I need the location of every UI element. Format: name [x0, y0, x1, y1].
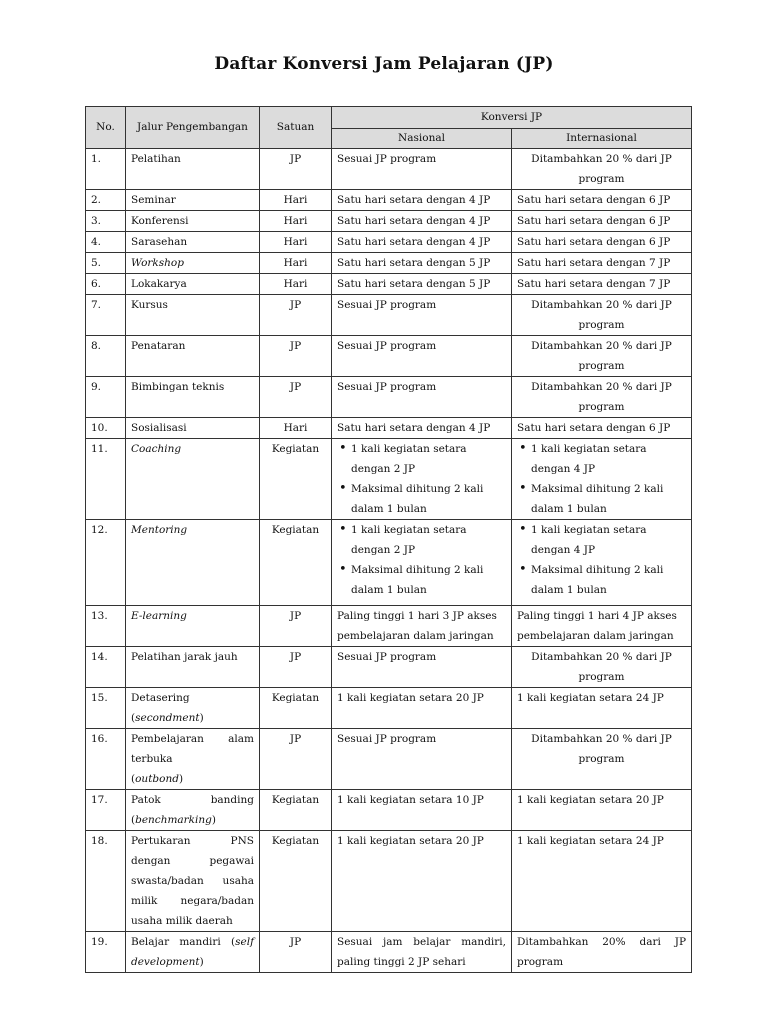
bullet-item: • Maksimal dihitung 2 kali dalam 1 bulan — [531, 479, 686, 519]
header-nasional: Nasional — [332, 129, 512, 149]
row-nasional — [332, 439, 512, 520]
bullet-item: • Maksimal dihitung 2 kali dalam 1 bulan — [351, 560, 506, 600]
row-jalur: Penataran — [126, 336, 260, 377]
row-jalur: Pertukaran PNS dengan pegawai swasta/badan usaha milik negara/badan usaha milik daerah — [126, 831, 260, 932]
row-jalur: Konferensi — [126, 211, 260, 232]
table-row — [86, 606, 692, 647]
header-no: No. — [86, 107, 126, 149]
row-jalur: Mentoring — [126, 520, 260, 606]
table-row — [86, 190, 692, 211]
row-nasional: Satu hari setara dengan 5 JP — [332, 274, 512, 295]
row-jalur: Belajar mandiri (self development) — [126, 932, 260, 973]
header-jalur: Jalur Pengembangan — [126, 107, 260, 149]
row-internasional: 1 kali kegiatan setara 20 JP — [512, 790, 692, 831]
header-internasional: Internasional — [512, 129, 692, 149]
row-no: 9. — [86, 377, 126, 418]
bullet-item: • 1 kali kegiatan setara dengan 4 JP — [531, 520, 686, 560]
row-no: 14. — [86, 647, 126, 688]
row-satuan: Hari — [260, 274, 332, 295]
table-row — [86, 274, 692, 295]
row-satuan: Hari — [260, 253, 332, 274]
row-no: 18. — [86, 831, 126, 932]
row-internasional: Ditambahkan 20 % dari JP program — [512, 647, 692, 688]
table-row — [86, 729, 692, 790]
row-satuan: Hari — [260, 190, 332, 211]
row-jalur: E-learning — [126, 606, 260, 647]
bullet-item: • 1 kali kegiatan setara dengan 2 JP — [351, 520, 506, 560]
row-no: 3. — [86, 211, 126, 232]
row-jalur: Patok banding (benchmarking) — [126, 790, 260, 831]
row-nasional: Paling tinggi 1 hari 3 JP akses pembelajaran dalam jaringan — [332, 606, 512, 647]
row-jalur: Workshop — [126, 253, 260, 274]
row-no: 10. — [86, 418, 126, 439]
row-no: 7. — [86, 295, 126, 336]
page-title: Daftar Konversi Jam Pelajaran (JP) — [214, 54, 554, 74]
row-internasional: Ditambahkan 20 % dari JP program — [512, 295, 692, 336]
jalur-paren: self development — [131, 936, 254, 968]
table-row — [86, 790, 692, 831]
table-row — [86, 232, 692, 253]
row-no: 4. — [86, 232, 126, 253]
row-no: 11. — [86, 439, 126, 520]
jalur-paren: outbond — [135, 773, 179, 785]
row-no: 19. — [86, 932, 126, 973]
row-nasional: 1 kali kegiatan setara 20 JP — [332, 831, 512, 932]
row-nasional: Satu hari setara dengan 4 JP — [332, 190, 512, 211]
row-satuan: JP — [260, 377, 332, 418]
table-row — [86, 211, 692, 232]
row-jalur: Lokakarya — [126, 274, 260, 295]
table-row — [86, 377, 692, 418]
row-internasional: Ditambahkan 20 % dari JP program — [512, 729, 692, 790]
table-row — [86, 336, 692, 377]
row-satuan: Kegiatan — [260, 831, 332, 932]
bullet-item: • 1 kali kegiatan setara dengan 4 JP — [531, 439, 686, 479]
row-internasional: Satu hari setara dengan 7 JP — [512, 274, 692, 295]
row-internasional: Satu hari setara dengan 6 JP — [512, 232, 692, 253]
jalur-name: Patok banding — [131, 794, 254, 806]
row-internasional: Ditambahkan 20 % dari JP program — [512, 377, 692, 418]
table-row — [86, 418, 692, 439]
row-no: 13. — [86, 606, 126, 647]
row-satuan: JP — [260, 729, 332, 790]
row-nasional: Sesuai JP program — [332, 729, 512, 790]
row-no: 2. — [86, 190, 126, 211]
row-no: 8. — [86, 336, 126, 377]
row-no: 15. — [86, 688, 126, 729]
jalur-paren: benchmarking — [135, 814, 212, 826]
row-internasional: Satu hari setara dengan 7 JP — [512, 253, 692, 274]
row-internasional — [512, 439, 692, 520]
conversion-table — [85, 106, 692, 973]
row-satuan: Hari — [260, 418, 332, 439]
row-jalur: Pembelajaran alam terbuka (outbond) — [126, 729, 260, 790]
row-jalur: Seminar — [126, 190, 260, 211]
row-internasional: Satu hari setara dengan 6 JP — [512, 190, 692, 211]
row-no: 12. — [86, 520, 126, 606]
row-jalur: Detasering (secondment) — [126, 688, 260, 729]
row-nasional: Sesuai jam belajar mandiri, paling tinggi 2 JP sehari — [332, 932, 512, 973]
row-satuan: JP — [260, 295, 332, 336]
row-internasional: Satu hari setara dengan 6 JP — [512, 211, 692, 232]
table-row — [86, 295, 692, 336]
row-nasional — [332, 520, 512, 606]
bullet-item: • Maksimal dihitung 2 kali dalam 1 bulan — [531, 560, 686, 600]
row-nasional: Satu hari setara dengan 5 JP — [332, 253, 512, 274]
table-row — [86, 149, 692, 190]
row-jalur: Bimbingan teknis — [126, 377, 260, 418]
row-jalur: Kursus — [126, 295, 260, 336]
row-internasional — [512, 520, 692, 606]
row-jalur: Sarasehan — [126, 232, 260, 253]
jalur-name: Belajar mandiri — [131, 936, 221, 948]
row-internasional: Ditambahkan 20 % dari JP program — [512, 149, 692, 190]
jalur-name: Pembelajaran alam terbuka — [131, 733, 254, 765]
table-row — [86, 253, 692, 274]
table-row — [86, 831, 692, 932]
row-nasional: Satu hari setara dengan 4 JP — [332, 418, 512, 439]
row-satuan: Kegiatan — [260, 520, 332, 606]
bullet-item: • Maksimal dihitung 2 kali dalam 1 bulan — [351, 479, 506, 519]
row-jalur: Pelatihan — [126, 149, 260, 190]
row-satuan: Kegiatan — [260, 688, 332, 729]
row-internasional: Ditambahkan 20% dari JP program — [512, 932, 692, 973]
table-row — [86, 932, 692, 973]
row-satuan: JP — [260, 647, 332, 688]
bullet-item: • 1 kali kegiatan setara dengan 2 JP — [351, 439, 506, 479]
row-nasional: Sesuai JP program — [332, 377, 512, 418]
row-nasional: 1 kali kegiatan setara 20 JP — [332, 688, 512, 729]
row-satuan: Hari — [260, 211, 332, 232]
row-jalur: Coaching — [126, 439, 260, 520]
table-row — [86, 688, 692, 729]
row-internasional: 1 kali kegiatan setara 24 JP — [512, 831, 692, 932]
header-konversi: Konversi JP — [332, 107, 692, 129]
row-satuan: Hari — [260, 232, 332, 253]
row-internasional: Paling tinggi 1 hari 4 JP akses pembelajaran dalam jaringan — [512, 606, 692, 647]
row-no: 5. — [86, 253, 126, 274]
row-internasional: Ditambahkan 20 % dari JP program — [512, 336, 692, 377]
row-satuan: Kegiatan — [260, 790, 332, 831]
row-nasional: 1 kali kegiatan setara 10 JP — [332, 790, 512, 831]
row-nasional: Sesuai JP program — [332, 295, 512, 336]
row-jalur: Sosialisasi — [126, 418, 260, 439]
row-satuan: JP — [260, 932, 332, 973]
row-satuan: JP — [260, 149, 332, 190]
row-jalur: Pelatihan jarak jauh — [126, 647, 260, 688]
row-nasional: Sesuai JP program — [332, 647, 512, 688]
row-internasional: 1 kali kegiatan setara 24 JP — [512, 688, 692, 729]
row-no: 1. — [86, 149, 126, 190]
table-row — [86, 439, 692, 520]
table-row — [86, 520, 692, 606]
row-satuan: JP — [260, 606, 332, 647]
row-nasional: Sesuai JP program — [332, 149, 512, 190]
row-nasional: Satu hari setara dengan 4 JP — [332, 232, 512, 253]
row-nasional: Sesuai JP program — [332, 336, 512, 377]
row-nasional: Satu hari setara dengan 4 JP — [332, 211, 512, 232]
row-internasional: Satu hari setara dengan 6 JP — [512, 418, 692, 439]
table-row — [86, 647, 692, 688]
jalur-paren: secondment — [135, 712, 200, 724]
row-satuan: JP — [260, 336, 332, 377]
jalur-name: Detasering — [131, 692, 190, 704]
row-satuan: Kegiatan — [260, 439, 332, 520]
row-no: 16. — [86, 729, 126, 790]
row-no: 17. — [86, 790, 126, 831]
header-satuan: Satuan — [260, 107, 332, 149]
row-no: 6. — [86, 274, 126, 295]
